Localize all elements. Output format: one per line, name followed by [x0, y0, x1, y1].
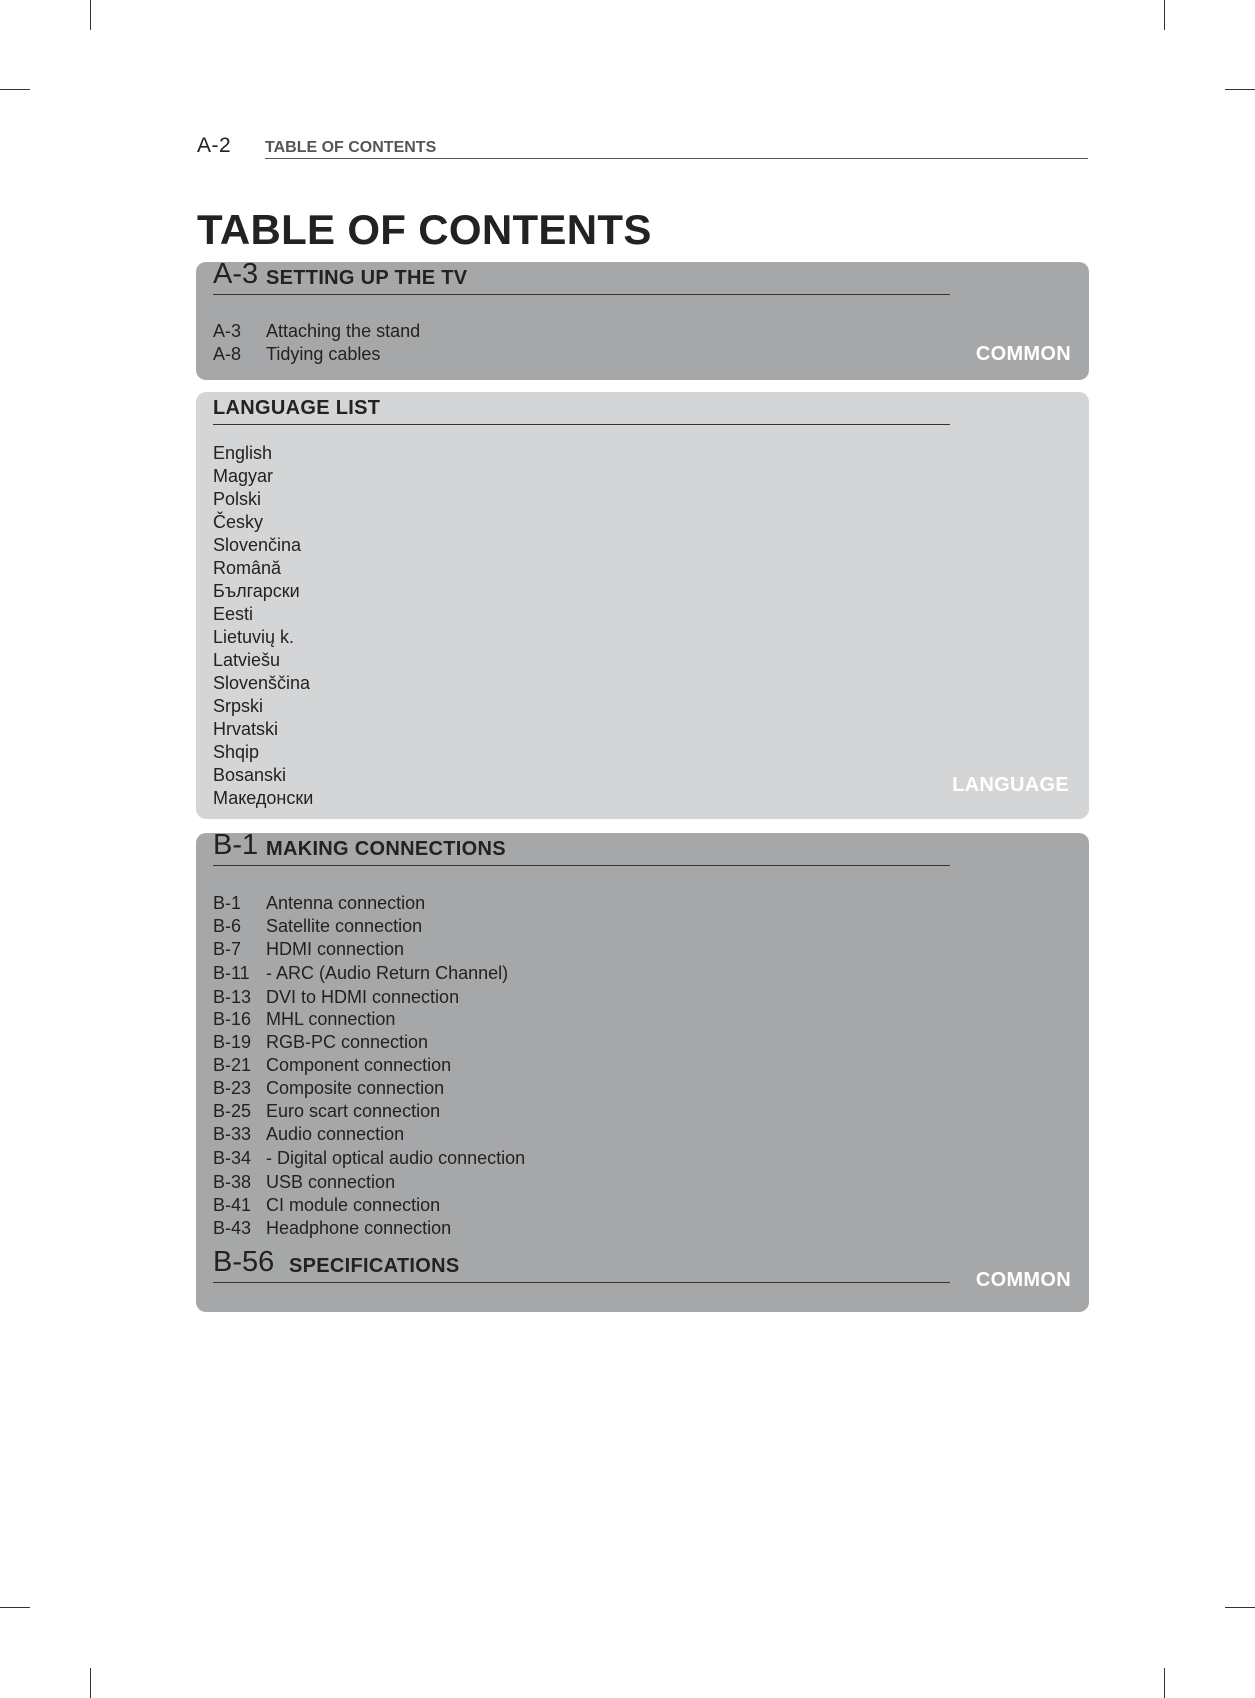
crop-mark	[0, 89, 30, 90]
toc-entry-title: USB connection	[266, 1172, 396, 1192]
crop-mark	[90, 0, 91, 30]
toc-entry-title: MHL connection	[266, 1009, 396, 1029]
section-making-connections	[196, 829, 1089, 1312]
section-heading	[213, 392, 950, 425]
section-tag: LANGUAGE	[952, 774, 1069, 796]
language-item[interactable]: Shqip	[213, 742, 260, 762]
section-tag: COMMON	[975, 1269, 1071, 1291]
running-title: TABLE OF CONTENTS	[265, 139, 437, 156]
page-title: TABLE OF CONTENTS	[197, 206, 652, 253]
language-item[interactable]: Slovenščina	[213, 673, 311, 693]
toc-entry-page: B-7	[213, 939, 242, 959]
section-heading	[213, 258, 950, 295]
language-item[interactable]: Български	[213, 581, 300, 601]
section-language-list	[196, 392, 1089, 819]
crop-mark	[1225, 89, 1255, 90]
toc-entry-title: - Digital optical audio connection	[266, 1148, 526, 1168]
toc-entry-title: HDMI connection	[266, 939, 405, 959]
toc-entry-title: Component connection	[266, 1055, 452, 1075]
toc-entry-page: B-43	[213, 1218, 252, 1238]
specifications-heading	[213, 1246, 950, 1283]
toc-entry-page: B-6	[213, 916, 242, 936]
toc-entry-title: Composite connection	[266, 1078, 445, 1098]
toc-entry-page: B-16	[213, 1009, 252, 1029]
language-item[interactable]: Polski	[213, 489, 262, 509]
section-tag: COMMON	[975, 343, 1071, 365]
section-title: SPECIFICATIONS	[289, 1255, 460, 1277]
toc-entry-title: Antenna connection	[266, 893, 426, 913]
section-setting-up	[196, 258, 1089, 380]
toc-entry-title: - ARC (Audio Return Channel)	[266, 963, 509, 983]
toc-entry-title: DVI to HDMI connection	[266, 987, 460, 1007]
toc-entry-page: B-13	[213, 987, 252, 1007]
language-item[interactable]: Lietuvių k.	[213, 627, 295, 647]
crop-mark	[0, 1607, 30, 1608]
language-item[interactable]: Македонски	[213, 788, 314, 808]
section-title: LANGUAGE LIST	[213, 397, 381, 419]
language-item[interactable]: Hrvatski	[213, 719, 279, 739]
language-item[interactable]: Srpski	[213, 696, 264, 716]
toc-entry-page: B-23	[213, 1078, 252, 1098]
toc-entry-page: B-38	[213, 1172, 252, 1192]
crop-mark	[1164, 1668, 1165, 1698]
toc-entry-page: B-19	[213, 1032, 252, 1052]
section-page-number: B-56	[213, 1246, 275, 1278]
toc-entry-title: CI module connection	[266, 1195, 441, 1215]
toc-entry-page: B-21	[213, 1055, 252, 1075]
toc-entry-title: Tidying cables	[266, 344, 381, 364]
toc-entry-page: B-11	[213, 963, 250, 983]
language-item[interactable]: Česky	[213, 512, 264, 532]
toc-entry-page: A-8	[213, 344, 242, 364]
toc-entry-title: Euro scart connection	[266, 1101, 441, 1121]
toc-entry-page: B-34	[213, 1148, 252, 1168]
language-item[interactable]: Română	[213, 558, 282, 578]
crop-mark	[90, 1668, 91, 1698]
section-title: MAKING CONNECTIONS	[266, 838, 506, 860]
crop-mark	[1164, 0, 1165, 30]
toc-entry-page: B-25	[213, 1101, 252, 1121]
toc-entry-title: RGB-PC connection	[266, 1032, 429, 1052]
toc-entry-page: B-41	[213, 1195, 252, 1215]
section-heading	[213, 829, 950, 866]
section-page-number: A-3	[213, 258, 259, 290]
toc-entry-title: Attaching the stand	[266, 321, 421, 341]
toc-entry-page: B-33	[213, 1124, 252, 1144]
language-item[interactable]: Latviešu	[213, 650, 281, 670]
running-header	[197, 134, 1088, 164]
language-item[interactable]: Magyar	[213, 466, 274, 486]
toc-entry-title: Headphone connection	[266, 1218, 452, 1238]
section-title: SETTING UP THE TV	[266, 267, 468, 289]
language-item[interactable]: Eesti	[213, 604, 254, 624]
crop-mark	[1225, 1607, 1255, 1608]
language-item[interactable]: Bosanski	[213, 765, 287, 785]
toc-entry-title: Audio connection	[266, 1124, 405, 1144]
toc-entry-page: B-1	[213, 893, 242, 913]
page-number: A-2	[197, 134, 232, 157]
section-page-number: B-1	[213, 829, 259, 861]
header-rule	[265, 158, 1088, 159]
toc-entry-page: A-3	[213, 321, 242, 341]
toc-entry-title: Satellite connection	[266, 916, 423, 936]
language-item[interactable]: Slovenčina	[213, 535, 302, 555]
language-item[interactable]: English	[213, 443, 273, 463]
